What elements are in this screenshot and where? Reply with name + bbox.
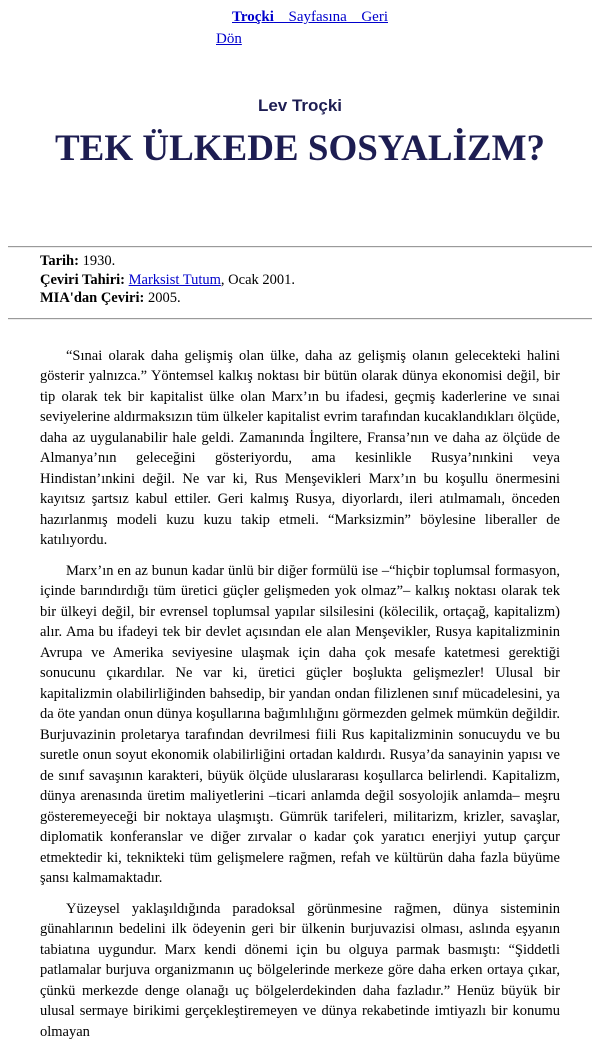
meta-translation-line [40, 271, 560, 290]
marksist-tutum-link[interactable]: Marksist Tutum [129, 272, 221, 288]
meta-date-line [40, 252, 560, 271]
body-paragraph-1: “Sınai olarak daha gelişmiş olan ülke, daha az gelişmiş olanın gelecekteki halini gösterir yalnızca.” Yöntemsel kalkış noktası bir bütün olarak dünya ekonomisi değil, bir tip olarak tek bir kapitalist ülke olan Marx’ın bu ifadesi, geçmiş kaderlerine ve sınai seviyelerine aldırmaksızın tüm ülkeler kapitalist evrim tarafından kucaklandıkları ölçüde, daha az uygulanabilir hale geldi. Zamanında İngiltere, Fransa’nın ve daha az ölçüde de Almanya’nın geleceğini gösteriyordu, ama kesinlikle Rusya’nınkini veya Hindistan’ınkini değil. Ne var ki, Rus Menşevikleri Marx’ın bu koşullu önermesini kayıtsız şartsız kabul ettiler. Geri kalmış Rusya, diyorlardı, ileri atılmamalı, önceden hazırlanmış modeli kuzu kuzu takip etmeli. “Marksizmin” böylesine liberaller de katılıyordu. [40, 346, 560, 551]
body-paragraph-2: Marx’ın en az bunun kadar ünlü bir diğer formülü ise –“hiçbir toplumsal formasyon, içinde barındırdığı tüm üretici güçler gelişmeden yok olmaz”– kalkış noktası olarak tek bir ülkeyi değil, bir evrensel toplumsal yapılar silsilesini (kölecilik, ortaçağ, kapitalizm) alır. Ama bu ifadeyi tek bir devlet açısından ele alan Menşevikler, Rusya kapitalizminin Avrupa ve Amerika seviyesine ulaşmak için daha çok mesafe katetmesi gerektiği sonucunu çıkardılar. Ne var ki, üretici güçler boşlukta gelişmezler! Ulusal bir kapitalizmin olabilirliğinden bahsedip, bir yandan ondan filizlenen sınıf mücadelesini, ya da öte yandan onun dünya koşullarına bağımlılığını görmezden gelmek mümkün değildir. Burjuvazinin proletarya tarafından devrilmesi fiili Rus kapitalizminin sonucuydu ve bu suretle onun soyut ekonomik olabilirliğini ortadan kaldırdı. Rusya’da sanayinin yapısı ve de sınıf savaşının karakteri, büyük ölçüde uluslararası koşullarca belirlendi. Kapitalizm, dünya arenasında üretim maliyetlerini –ticari anlamda değil sosyolojik anlamda– meşru gösteremeyeceği bir noktaya ulaşmıştı. Gümrük tarifeleri, militarizm, krizler, savaşlar, diplomatik konferanslar ve diğer zırvalar o kadar çok yaratıcı enerjiyi yutup çarçur etmektedir ki, teknikteki tüm gelişmelere rağmen, refah ve kültürün daha fazla büyüme şansı kalmamaktadır. [40, 561, 560, 889]
meta-translation-label: Çeviri Tahiri: [40, 272, 129, 288]
document-page [0, 6, 600, 1042]
divider-bottom [8, 318, 592, 320]
page-title: TEK ÜLKEDE SOSYALİZM? [0, 128, 600, 170]
meta-mia-label: MIA'dan Çeviri: [40, 290, 144, 306]
divider-top [8, 246, 592, 248]
back-link-rest-text: Sayfasına Geri Dön [216, 9, 388, 47]
meta-mia-line [40, 289, 560, 308]
back-to-trotsky-page-link[interactable] [216, 9, 388, 47]
back-link-block [216, 6, 388, 50]
metadata-block [40, 252, 560, 308]
author-name: Lev Troçki [0, 96, 600, 116]
meta-translation-rest: , Ocak 2001. [221, 272, 295, 288]
meta-date-label: Tarih: [40, 253, 79, 269]
meta-mia-value: 2005. [144, 290, 180, 306]
body-paragraph-3: Yüzeysel yaklaşıldığında paradoksal görünmesine rağmen, dünya sisteminin günahlarının bedelini ilk ödeyenin geri bir ülkenin burjuvazisi olması, aslında eşyanın tabiatına uygundur. Marx kendi dönemi için bu olguya parmak basmıştı: “Şiddetli patlamalar burjuva organizmanın uç bölgelerinde merkeze göre daha erken ortaya çıkar, çünkü merkezde denge olanağı uç bölgelerdekinden daha fazladır.” Henüz büyük bir ulusal sermaye birikimi gerçekleştiremeyen ve dünya rekabetinde imtiyazlı bir konumu olmayan [40, 899, 560, 1042]
back-link-bold-text: Troçki [232, 9, 274, 25]
meta-date-value: 1930. [79, 253, 115, 269]
